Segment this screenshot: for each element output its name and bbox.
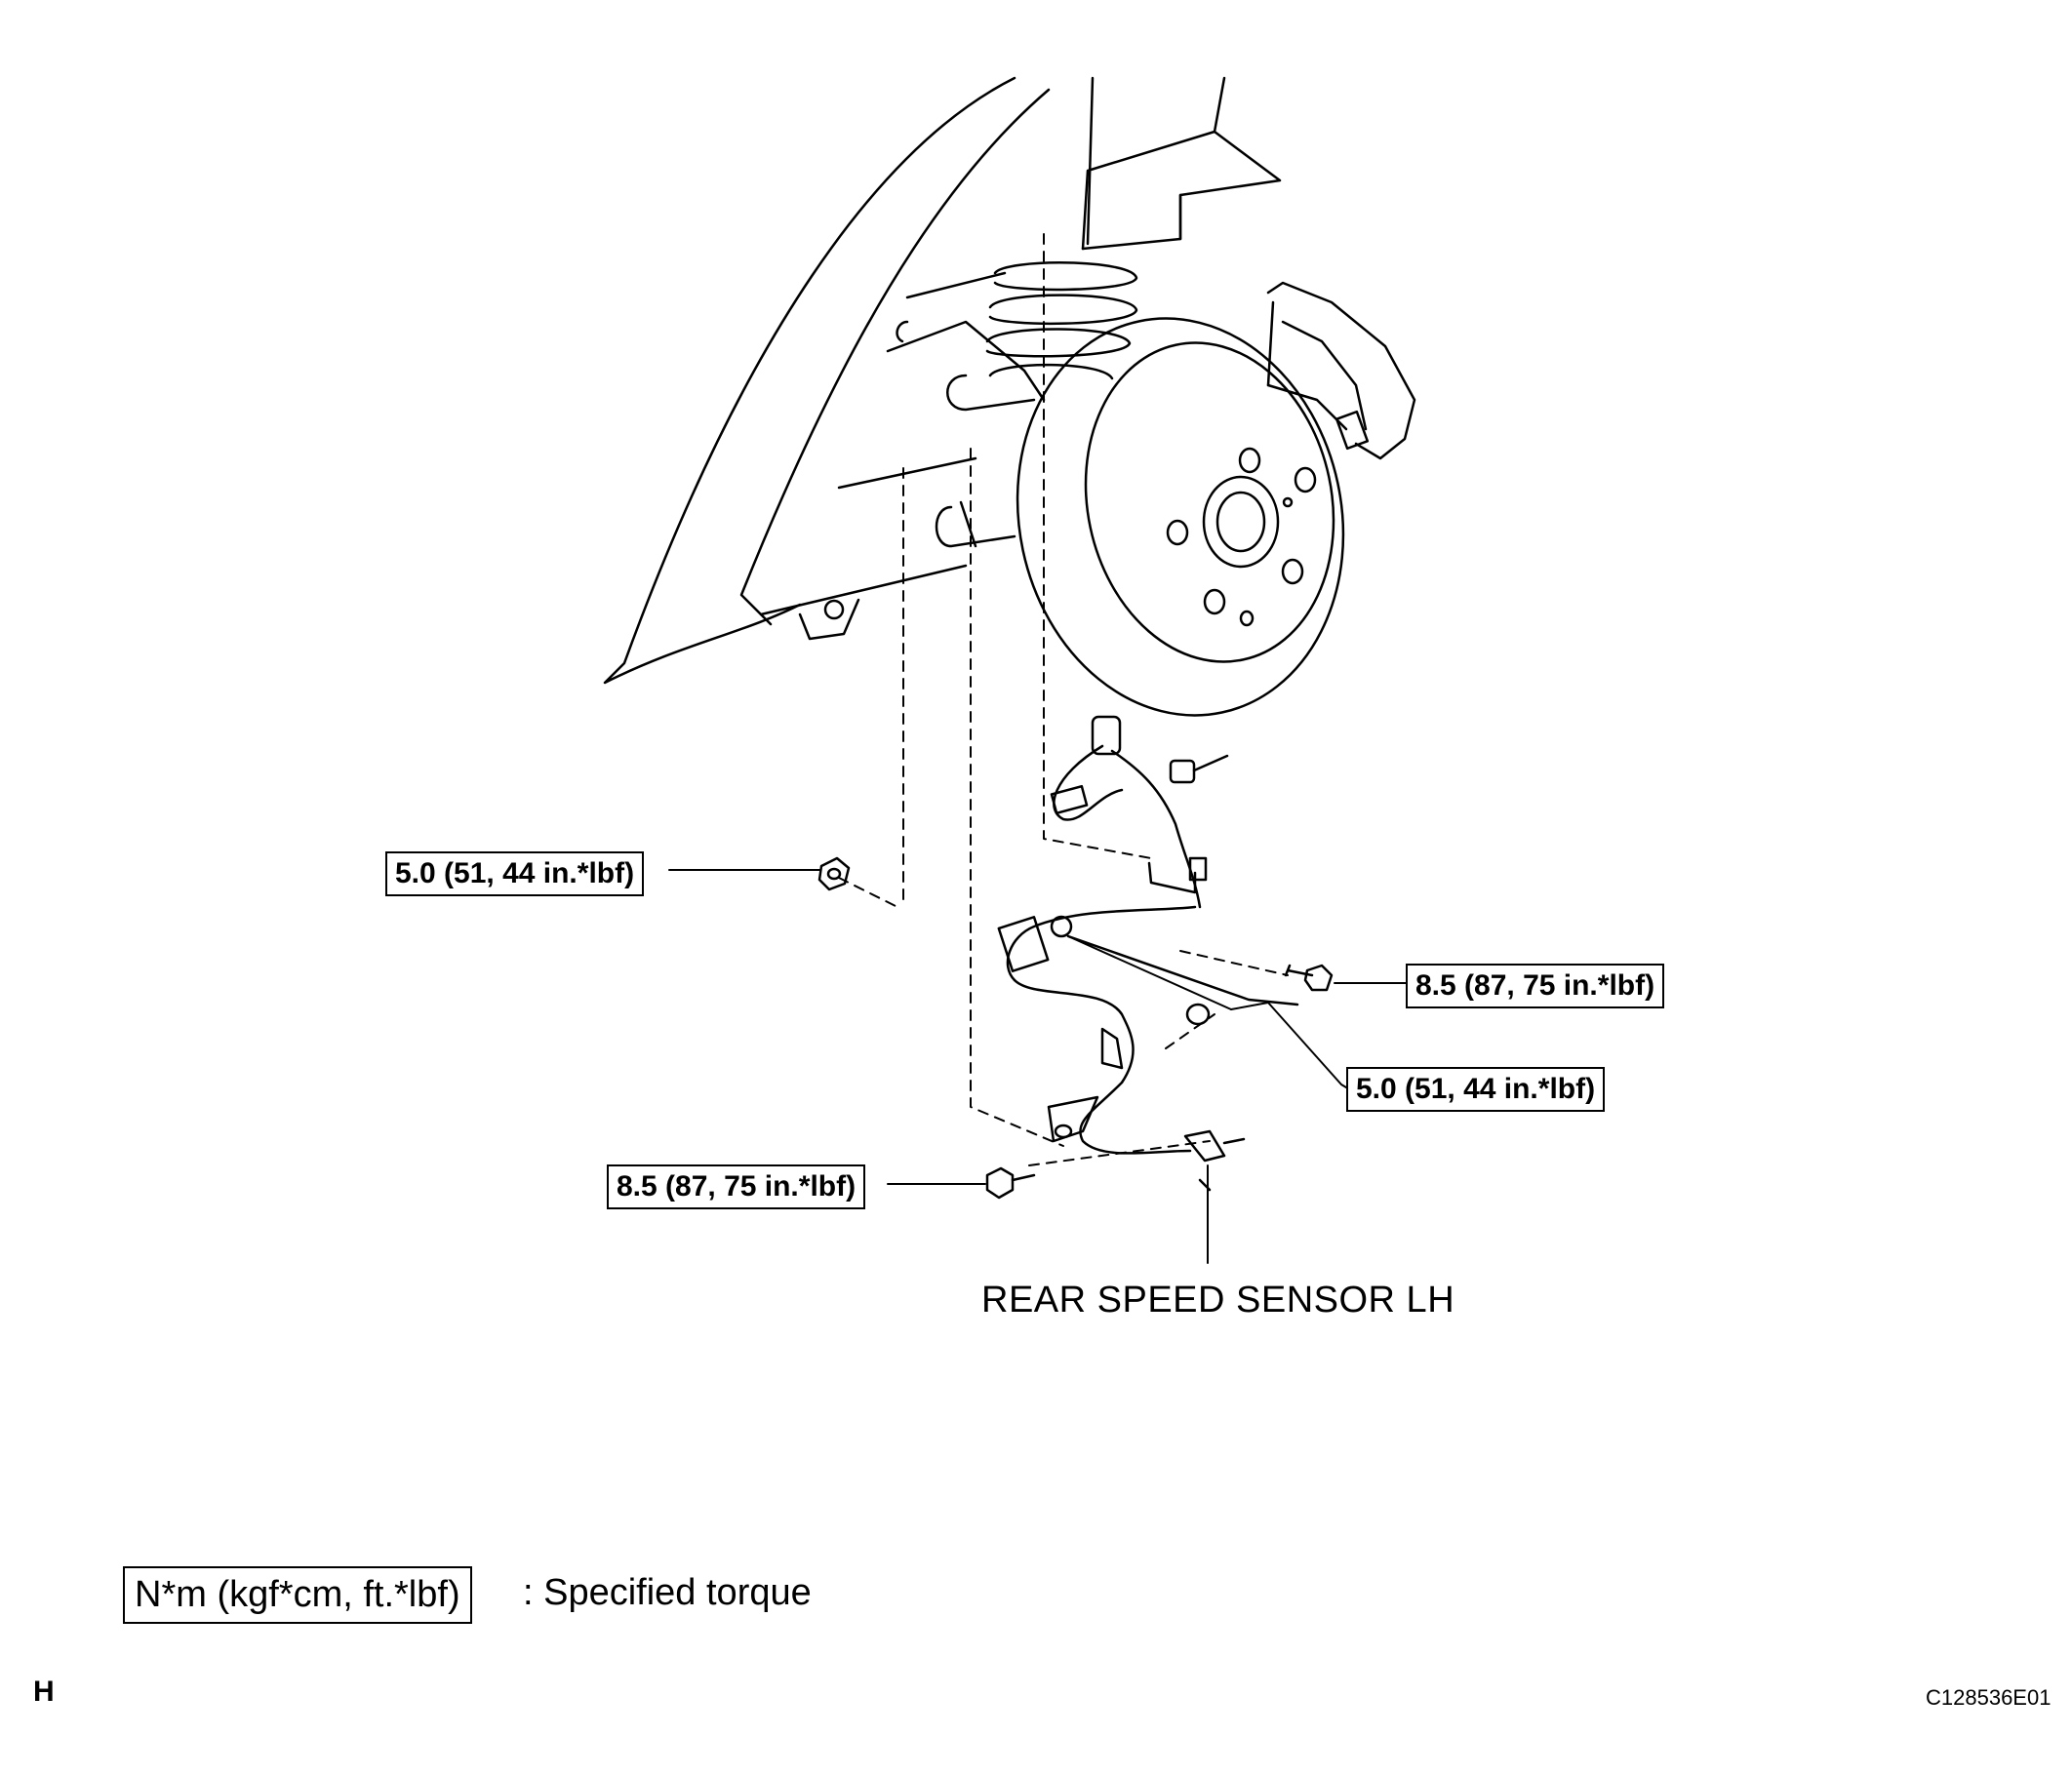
- brake-caliper: [1268, 283, 1415, 458]
- corner-mark: H: [33, 1676, 55, 1708]
- wheel-arch-body: [605, 78, 1280, 683]
- fasteners: [819, 858, 1332, 1198]
- coil-spring: [987, 262, 1136, 378]
- torque-callout-bolt-bottom: 8.5 (87, 75 in.*lbf): [607, 1164, 865, 1209]
- alignment-lines: [839, 234, 1288, 1165]
- torque-callout-bolt-right: 8.5 (87, 75 in.*lbf): [1406, 964, 1664, 1008]
- torque-callout-nut-left: 5.0 (51, 44 in.*lbf): [385, 851, 644, 896]
- torque-callout-nut-right: 5.0 (51, 44 in.*lbf): [1346, 1067, 1605, 1112]
- rear-speed-sensor-label: REAR SPEED SENSOR LH: [981, 1280, 1455, 1321]
- torque-legend-description: : Specified torque: [523, 1572, 812, 1613]
- figure-id: C128536E01: [1926, 1685, 2052, 1710]
- suspension-arm: [761, 273, 1044, 639]
- torque-legend-box: N*m (kgf*cm, ft.*lbf): [123, 1566, 472, 1624]
